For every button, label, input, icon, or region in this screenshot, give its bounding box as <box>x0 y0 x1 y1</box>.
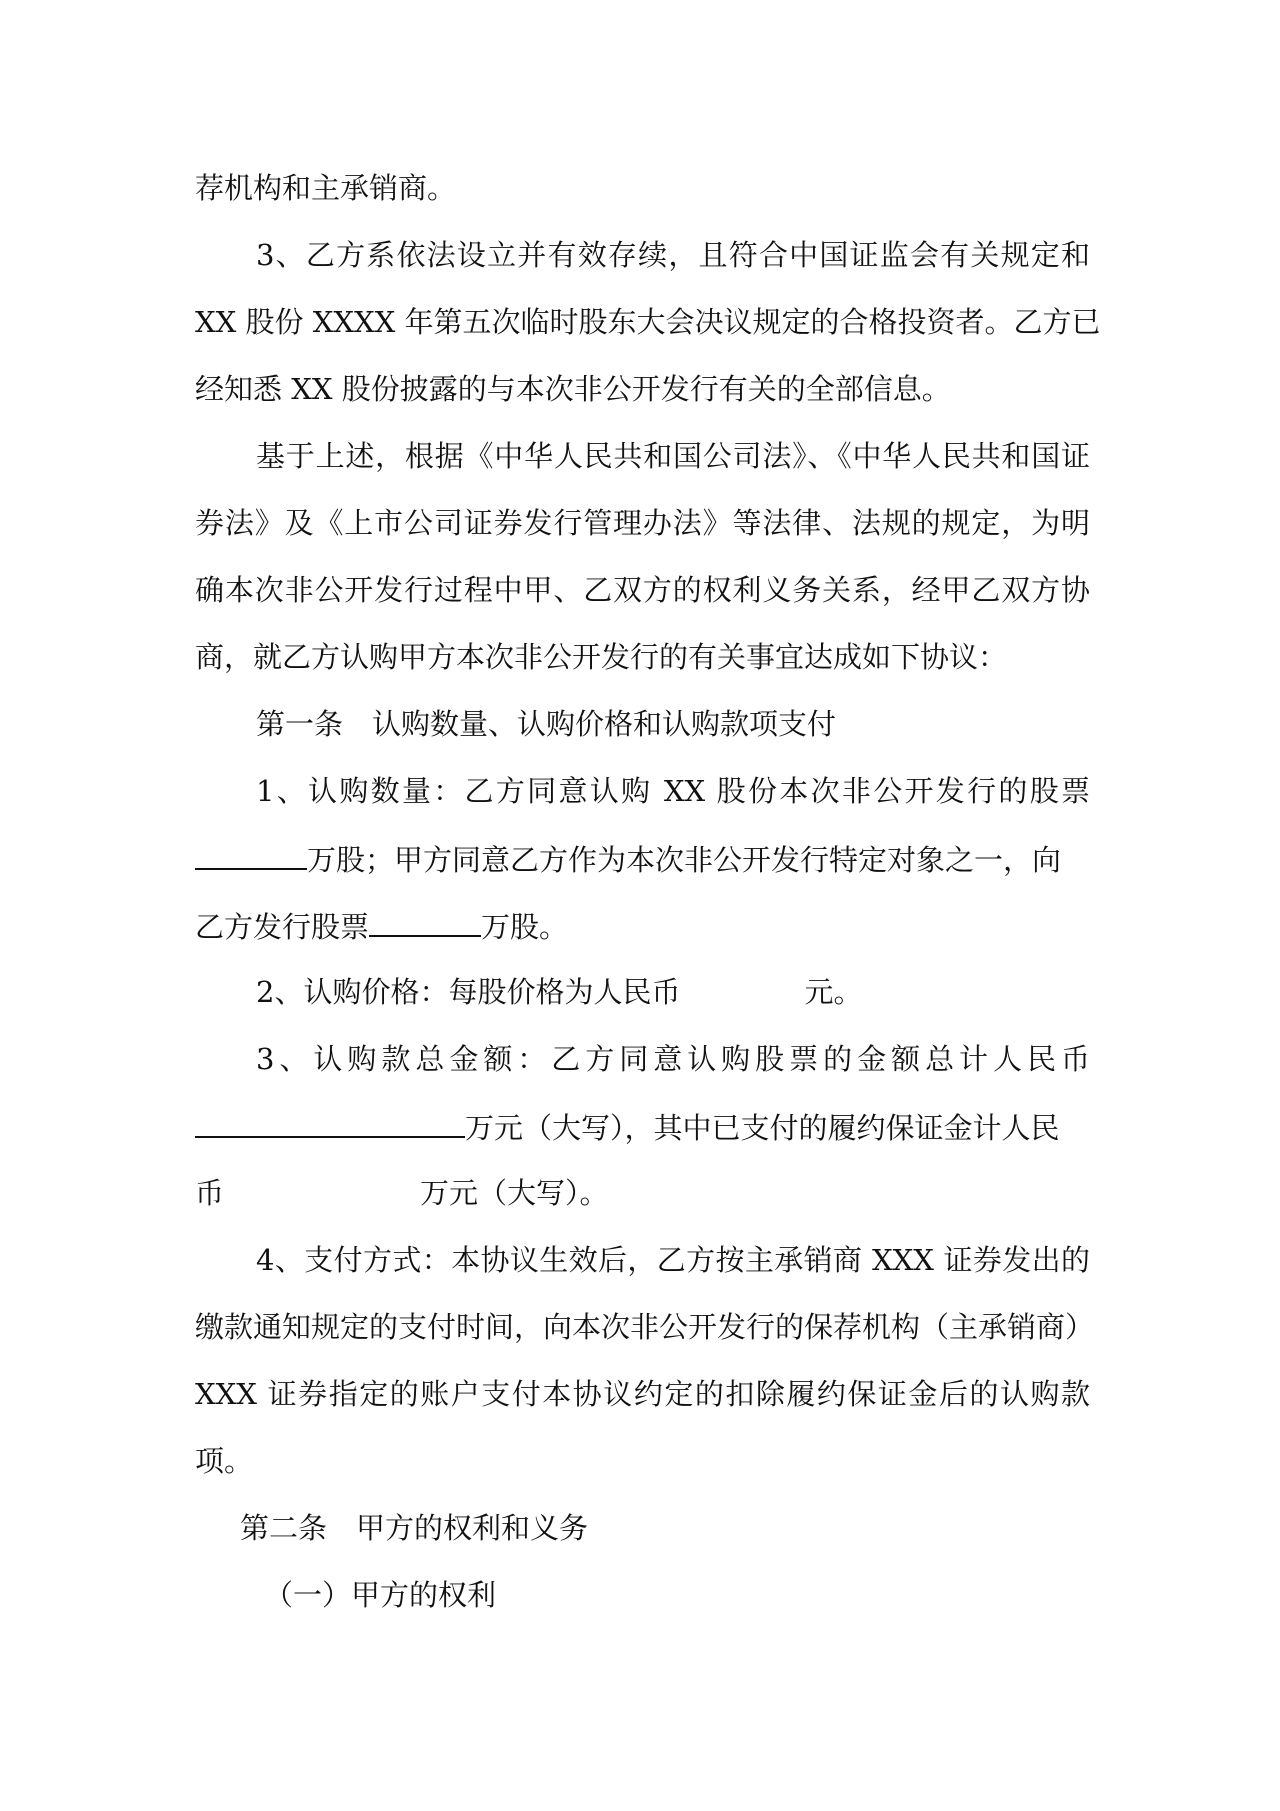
subscription-quantity-line-3 <box>195 905 568 947</box>
deposit-unit: 万元（大写）。 <box>420 1176 609 1210</box>
preamble-line-1: 基于上述，根据《中华人民共和国公司法》、《中华人民共和国证 <box>256 439 1090 473</box>
quantity-line-2-text: 万股；甲方同意乙方作为本次非公开发行特定对象之一，向 <box>307 843 1062 877</box>
preamble-line-2: 券法》及《上市公司证券发行管理办法》等法律、法规的规定，为明 <box>195 506 1090 540</box>
article-2-heading: 第二条 甲方的权利和义务 <box>240 1511 589 1545</box>
price-label: 2、认购价格：每股价格为人民币 <box>256 975 681 1009</box>
preamble-line-3: 确本次非公开发行过程中甲、乙双方的权利义务关系，经甲乙双方协 <box>195 573 1090 607</box>
payment-method-line-3: XXX 证券指定的账户支付本协议约定的扣除履约保证金后的认购款 <box>195 1377 1090 1411</box>
payment-method-line-2: 缴款通知规定的支付时间，向本次非公开发行的保荐机构（主承销商） <box>195 1310 1095 1344</box>
quantity-blank-2 <box>369 905 481 937</box>
subscription-quantity-line-2 <box>195 838 1090 880</box>
subscription-quantity-line-1: 1、认购数量：乙方同意认购 XX 股份本次非公开发行的股票 <box>256 774 1090 808</box>
payment-method-line-1: 4、支付方式：本协议生效后，乙方按主承销商 XXX 证券发出的 <box>256 1243 1090 1277</box>
paragraph-line-1: 荐机构和主承销商。 <box>195 171 457 205</box>
price-unit: 元。 <box>804 975 863 1009</box>
clause-3-line-3: 经知悉 XX 股份披露的与本次非公开发行有关的全部信息。 <box>195 372 951 406</box>
article-1-heading: 第一条 认购数量、认购价格和认购款项支付 <box>256 707 837 741</box>
payment-method-line-4: 项。 <box>195 1444 254 1478</box>
total-amount-line-2 <box>195 1106 1060 1148</box>
issue-shares-text: 乙方发行股票 <box>195 910 370 944</box>
party-a-rights-heading: （一）甲方的权利 <box>264 1578 497 1612</box>
issue-shares-unit: 万股。 <box>481 910 569 944</box>
total-amount-text: 万元（大写），其中已支付的履约保证金计人民 <box>465 1111 1060 1145</box>
preamble-line-4: 商，就乙方认购甲方本次非公开发行的有关事宜达成如下协议： <box>195 640 1008 674</box>
total-amount-line-3 <box>195 1173 609 1213</box>
subscription-price-line <box>256 972 862 1012</box>
total-amount-line-1: 3、认购款总金额：乙方同意认购股票的金额总计人民币 <box>256 1042 1090 1076</box>
quantity-blank-1 <box>195 838 307 870</box>
deposit-currency: 币 <box>195 1176 225 1210</box>
clause-3-line-2: XX 股份 XXXX 年第五次临时股东大会决议规定的合格投资者。乙方已 <box>195 305 1101 339</box>
total-amount-blank <box>195 1106 465 1138</box>
clause-3-line-1: 3、乙方系依法设立并有效存续，且符合中国证监会有关规定和 <box>256 238 1090 272</box>
